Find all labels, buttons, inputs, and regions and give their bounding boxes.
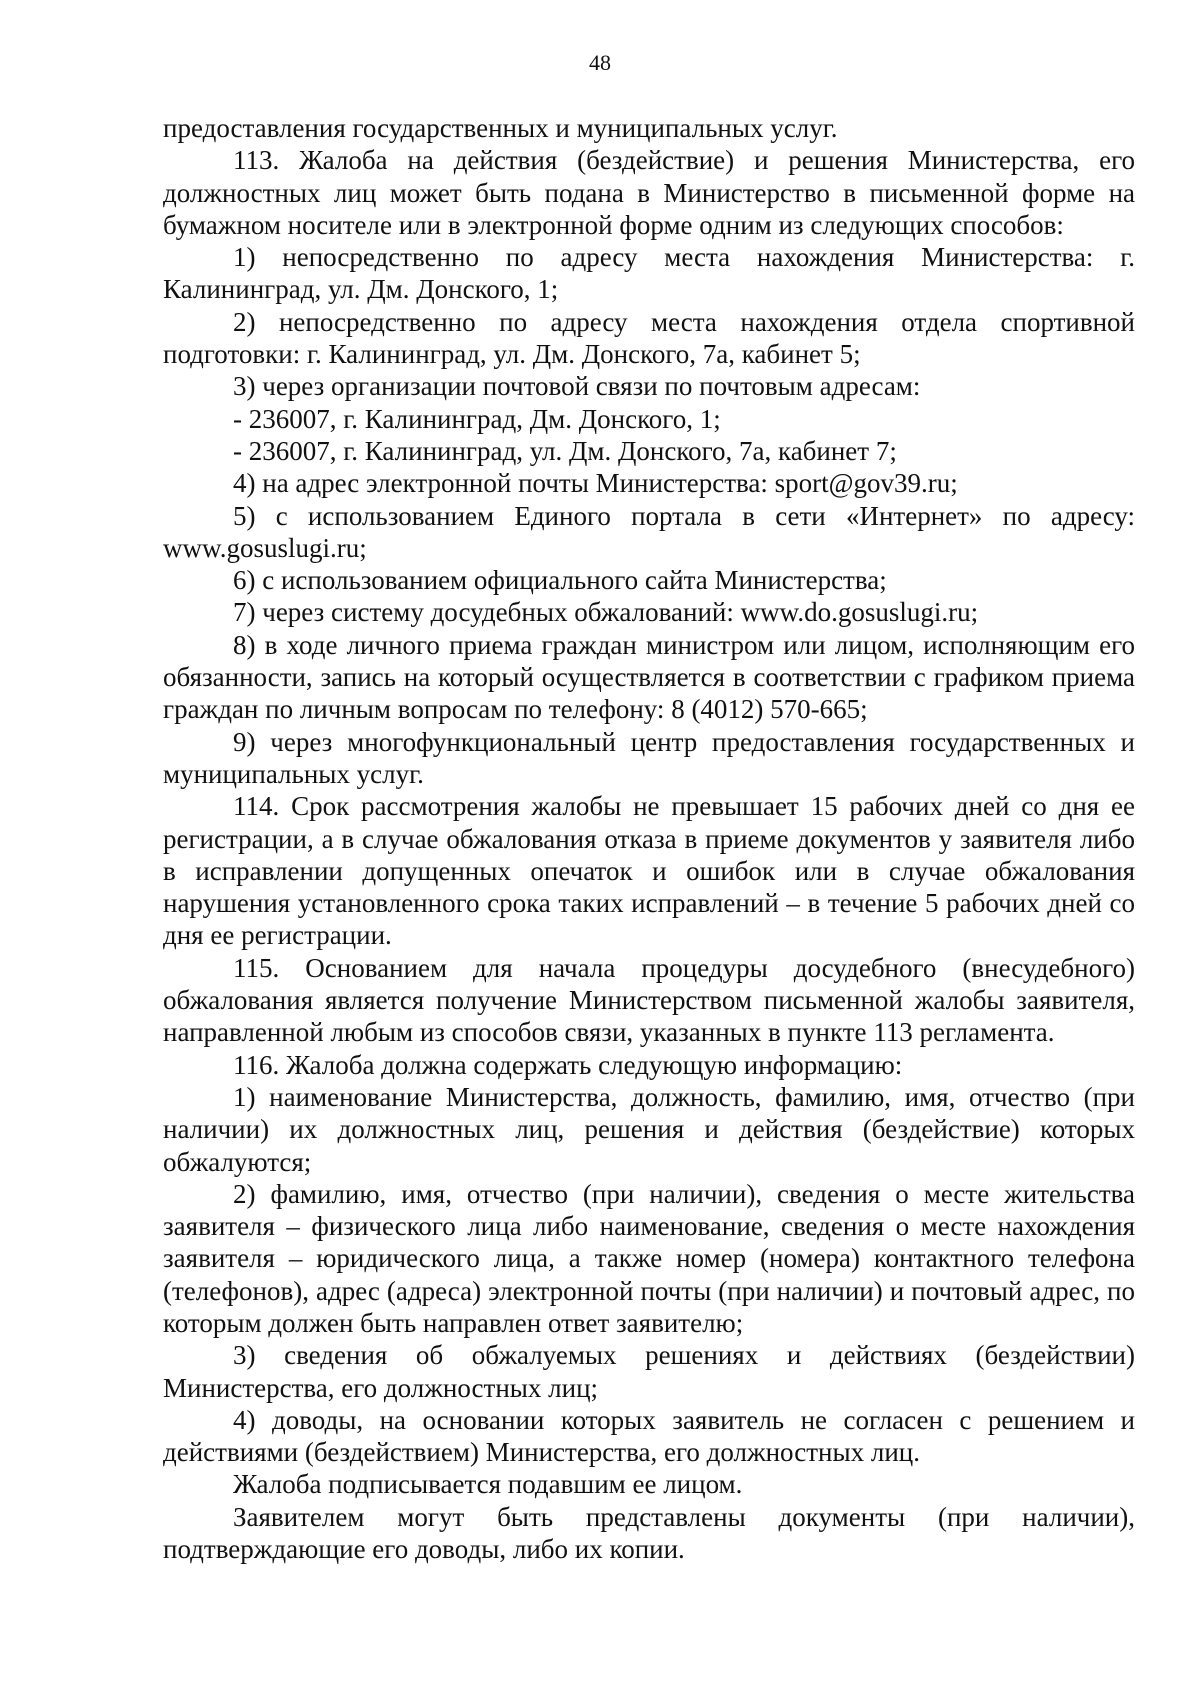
paragraph: 1) наименование Министерства, должность, фамилию, имя, отчество (при наличии) их должностных лиц, решения и действия (бездействие) которых обжалуются; bbox=[163, 1081, 1135, 1177]
paragraph: 8) в ходе личного приема граждан министром или лицом, исполняющим его обязанности, запись на который осуществляется в соответствии с графиком приема граждан по личным вопросам по телефону: 8 (4012) 570-665; bbox=[163, 629, 1135, 725]
paragraph: - 236007, г. Калининград, Дм. Донского, 1; bbox=[233, 403, 721, 434]
paragraph: 115. Основанием для начала процедуры досудебного (внесудебного) обжалования является получение Министерством письменной жалобы заявителя, направленной любым из способов связи, указанных в пункте 113 регламента. bbox=[163, 952, 1135, 1048]
paragraph: 9) через многофункциональный центр предоставления государственных и муниципальных услуг. bbox=[163, 726, 1135, 789]
paragraph: 2) фамилию, имя, отчество (при наличии), сведения о месте жительства заявителя – физического лица либо наименование, сведения о месте нахождения заявителя – юридического лица, а также номер (номера) контактного телефона (телефонов), адрес (адреса) электронной почты (при наличии) и почтовый адрес, по которым должен быть направлен ответ заявителю; bbox=[163, 1178, 1135, 1338]
paragraph: 3) через организации почтовой связи по почтовым адресам: bbox=[233, 371, 921, 402]
paragraph: 1) непосредственно по адресу места нахождения Министерства: г. Калининград, ул. Дм. Донского, 1; bbox=[163, 242, 1135, 305]
paragraph: 7) через систему досудебных обжалований: www.do.gosuslugi.ru; bbox=[233, 597, 979, 628]
paragraph: 4) доводы, на основании которых заявитель не согласен с решением и действиями (бездействием) Министерства, его должностных лиц. bbox=[163, 1404, 1135, 1468]
paragraph: предоставления государственных и муниципальных услуг. bbox=[163, 113, 838, 143]
paragraph: 3) сведения об обжалуемых решениях и действиях (бездействии) Министерства, его должностных лиц; bbox=[163, 1340, 1135, 1403]
page-number: 48 bbox=[589, 50, 611, 75]
paragraph: 114. Срок рассмотрения жалобы не превышает 15 рабочих дней со дня ее регистрации, а в случае обжалования отказа в приеме документов у заявителя либо в исправлении допущенных опечаток и ошибок или в случае обжалования нарушения установленного срока таких исправлений – в течение 5 рабочих дней со дня ее регистрации. bbox=[163, 791, 1135, 951]
paragraph: 2) непосредственно по адресу места нахождения отдела спортивной подготовки: г. Калининград, ул. Дм. Донского, 7а, кабинет 5; bbox=[163, 306, 1135, 370]
paragraph: 6) с использованием официального сайта Министерства; bbox=[233, 565, 887, 596]
document-body bbox=[163, 112, 1135, 1565]
paragraph: - 236007, г. Калининград, ул. Дм. Донского, 7а, кабинет 7; bbox=[233, 435, 897, 466]
paragraph: 113. Жалоба на действия (бездействие) и решения Министерства, его должностных лиц может быть подана в Министерство в письменной форме на бумажном носителе или в электронной форме одним из следующих способов: bbox=[163, 145, 1135, 240]
paragraph: 4) на адрес электронной почты Министерства: sport@gov39.ru; bbox=[233, 468, 958, 499]
paragraph: Жалоба подписывается подавшим ее лицом. bbox=[233, 1469, 743, 1500]
paragraph: 116. Жалоба должна содержать следующую информацию: bbox=[233, 1049, 903, 1080]
paragraph: Заявителем могут быть представлены документы (при наличии), подтверждающие его доводы, либо их копии. bbox=[163, 1501, 1135, 1565]
paragraph: 5) с использованием Единого портала в сети «Интернет» по адресу: www.gosuslugi.ru; bbox=[163, 500, 1135, 563]
